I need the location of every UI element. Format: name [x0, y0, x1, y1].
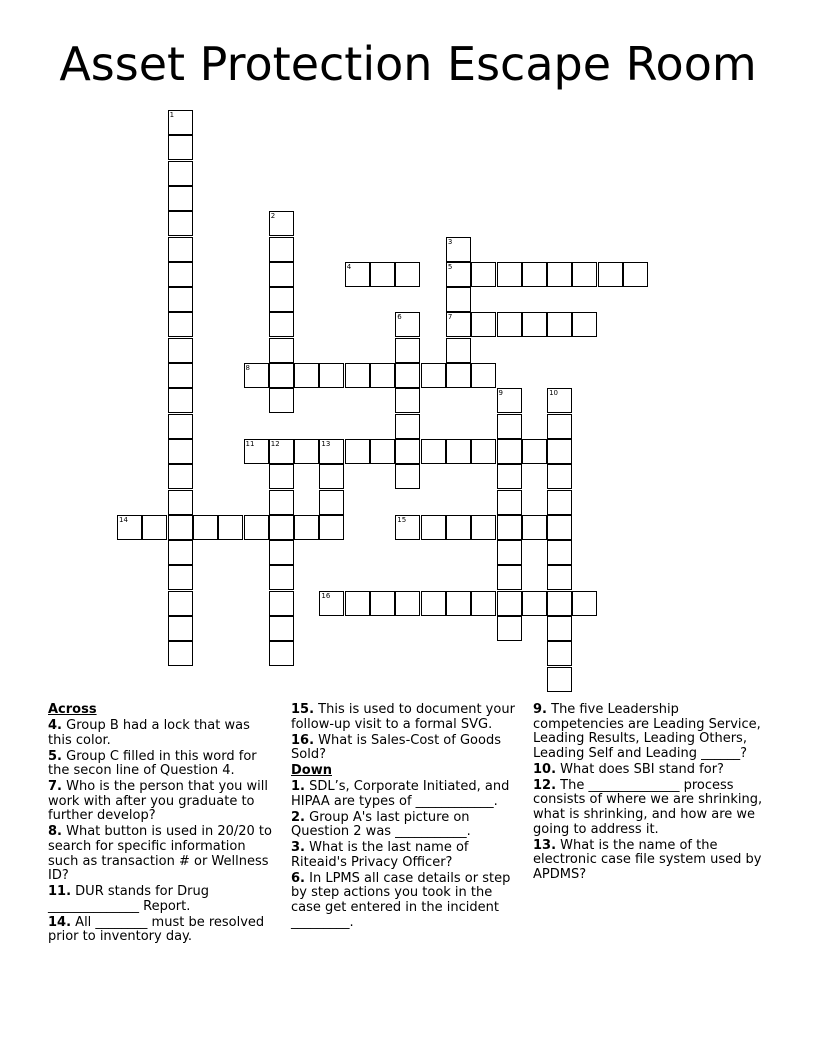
- clue-across-5: 5. Group C filled in this word for the secon line of Question 4.: [48, 748, 257, 779]
- cell-number: 9: [498, 389, 503, 398]
- grid-cell[interactable]: [168, 262, 193, 287]
- cell-number: 14: [119, 515, 128, 524]
- grid-cell[interactable]: [269, 565, 294, 590]
- grid-cell[interactable]: [168, 616, 193, 641]
- grid-cell[interactable]: [446, 287, 471, 312]
- grid-cell[interactable]: [319, 464, 344, 489]
- grid-cell[interactable]: [319, 515, 344, 540]
- cell-number: 15: [397, 515, 407, 524]
- grid-cell[interactable]: [345, 262, 370, 287]
- grid-cell[interactable]: [421, 439, 446, 464]
- cell-number: 11: [245, 439, 255, 448]
- grid-cell[interactable]: [446, 515, 471, 540]
- cell-number: 13: [321, 439, 331, 448]
- grid-cell[interactable]: [471, 439, 496, 464]
- grid-cell[interactable]: [269, 211, 294, 236]
- grid-cell[interactable]: [395, 388, 420, 413]
- grid-cell[interactable]: [370, 262, 395, 287]
- grid-cell[interactable]: [446, 591, 471, 616]
- grid-cell[interactable]: [522, 312, 547, 337]
- grid-cell[interactable]: [547, 667, 572, 692]
- grid-cell[interactable]: [547, 641, 572, 666]
- grid-cell[interactable]: [370, 439, 395, 464]
- grid-cell[interactable]: [497, 312, 522, 337]
- grid-cell[interactable]: [497, 439, 522, 464]
- grid-cell[interactable]: [547, 464, 572, 489]
- grid-cell[interactable]: [168, 110, 193, 135]
- clues-column-1: [48, 703, 276, 946]
- grid-cell[interactable]: [168, 312, 193, 337]
- cell-number: 16: [321, 591, 331, 600]
- grid-cell[interactable]: [572, 312, 597, 337]
- grid-cell[interactable]: [168, 161, 193, 186]
- grid-cell[interactable]: [497, 591, 522, 616]
- grid-cell[interactable]: [522, 591, 547, 616]
- clue-down-9: 9. The five Leadership competencies are Leading Service, Leading Results, Leading Others, Leading Self and Leading ______?: [533, 702, 761, 761]
- grid-cell[interactable]: [168, 540, 193, 565]
- cell-number: 6: [397, 313, 402, 322]
- grid-cell[interactable]: [547, 616, 572, 641]
- puzzle-title: Asset Protection Escape Room: [59, 37, 757, 91]
- grid-cell[interactable]: [117, 515, 142, 540]
- grid-cell[interactable]: [421, 363, 446, 388]
- grid-cell[interactable]: [168, 439, 193, 464]
- grid-cell[interactable]: [168, 363, 193, 388]
- grid-cell[interactable]: [446, 363, 471, 388]
- grid-cell[interactable]: [471, 312, 496, 337]
- grid-cell[interactable]: [547, 565, 572, 590]
- cell-number: 1: [169, 111, 175, 119]
- grid-cell[interactable]: [218, 515, 243, 540]
- grid-cell[interactable]: [269, 641, 294, 666]
- grid-cell[interactable]: [421, 515, 446, 540]
- clue-down-2: 2. Group A's last picture on Question 2 was ___________.: [291, 809, 471, 840]
- grid-cell[interactable]: [547, 540, 572, 565]
- grid-cell[interactable]: [244, 439, 269, 464]
- cell-number: 10: [549, 389, 559, 398]
- grid-cell[interactable]: [294, 439, 319, 464]
- cell-number: 12: [270, 439, 280, 448]
- grid-cell[interactable]: [497, 414, 522, 439]
- clue-across-4: 4. Group B had a lock that was this color.: [48, 717, 250, 748]
- grid-cell[interactable]: [269, 287, 294, 312]
- grid-cell[interactable]: [395, 414, 420, 439]
- cell-number: 5: [447, 262, 453, 271]
- grid-cell[interactable]: [547, 388, 572, 413]
- clue-across-11: 11. DUR stands for Drug ______________ Report.: [48, 884, 209, 914]
- grid-cell[interactable]: [168, 211, 193, 236]
- grid-cell[interactable]: [446, 237, 471, 262]
- grid-cell[interactable]: [345, 363, 370, 388]
- grid-cell[interactable]: [522, 262, 547, 287]
- grid-cell[interactable]: [142, 515, 167, 540]
- grid-cell[interactable]: [269, 464, 294, 489]
- grid-cell[interactable]: [471, 515, 496, 540]
- grid-cell[interactable]: [168, 414, 193, 439]
- clue-down-3: 3. What is the last name of Riteaid's Privacy Officer?: [291, 840, 469, 870]
- grid-cell[interactable]: [497, 464, 522, 489]
- grid-cell[interactable]: [421, 591, 446, 616]
- grid-cell[interactable]: [269, 388, 294, 413]
- grid-cell[interactable]: [345, 591, 370, 616]
- grid-cell[interactable]: [345, 439, 370, 464]
- grid-cell[interactable]: [168, 565, 193, 590]
- grid-cell[interactable]: [395, 591, 420, 616]
- grid-cell[interactable]: [497, 616, 522, 641]
- cell-number: 4: [346, 262, 352, 271]
- grid-cell[interactable]: [168, 515, 193, 540]
- grid-cell[interactable]: [497, 565, 522, 590]
- clue-across-14: 14. All ________ must be resolved prior to inventory day.: [48, 914, 265, 945]
- grid-cell[interactable]: [497, 540, 522, 565]
- grid-cell[interactable]: [497, 388, 522, 413]
- grid-cell[interactable]: [598, 262, 623, 287]
- grid-cell[interactable]: [269, 540, 294, 565]
- clue-across-7: 7. Who is the person that you will work with after you graduate to further develop?: [48, 779, 268, 824]
- grid-cell[interactable]: [269, 312, 294, 337]
- grid-cell[interactable]: [319, 439, 344, 464]
- clue-down-1: 1. SDL’s, Corporate Initiated, and HIPAA are types of ____________.: [291, 779, 510, 809]
- grid-cell[interactable]: [471, 363, 496, 388]
- grid-cell[interactable]: [547, 312, 572, 337]
- grid-cell[interactable]: [471, 262, 496, 287]
- grid-cell[interactable]: [395, 312, 420, 337]
- clue-down-6: 6. In LPMS all case details or step by step actions you took in the case get entered in the incident _________.: [291, 870, 511, 930]
- grid-cell[interactable]: [446, 312, 471, 337]
- grid-cell[interactable]: [395, 363, 420, 388]
- grid-cell[interactable]: [623, 262, 648, 287]
- cell-number: 3: [447, 237, 453, 246]
- grid-cell[interactable]: [319, 490, 344, 515]
- clues-column-3: [533, 703, 769, 884]
- grid-cell[interactable]: [193, 515, 218, 540]
- grid-cell[interactable]: [572, 591, 597, 616]
- grid-cell[interactable]: [370, 363, 395, 388]
- grid-cell[interactable]: [547, 414, 572, 439]
- grid-cell[interactable]: [522, 439, 547, 464]
- grid-cell[interactable]: [244, 363, 269, 388]
- grid-cell[interactable]: [497, 490, 522, 515]
- grid-cell[interactable]: [446, 262, 471, 287]
- grid-cell[interactable]: [168, 591, 193, 616]
- grid-cell[interactable]: [497, 515, 522, 540]
- grid-cell[interactable]: [294, 363, 319, 388]
- cell-number: 8: [245, 364, 250, 372]
- grid-cell[interactable]: [168, 490, 193, 515]
- grid-cell[interactable]: [269, 591, 294, 616]
- grid-cell[interactable]: [269, 338, 294, 363]
- grid-cell[interactable]: [547, 439, 572, 464]
- grid-cell[interactable]: [269, 490, 294, 515]
- grid-cell[interactable]: [168, 388, 193, 413]
- clue-across-8: 8. What button is used in 20/20 to search for specific information such as transaction # or Wellness ID?: [48, 824, 272, 884]
- grid-cell[interactable]: [269, 363, 294, 388]
- grid-cell[interactable]: [168, 237, 193, 262]
- grid-cell[interactable]: [168, 338, 193, 363]
- grid-cell[interactable]: [497, 262, 522, 287]
- clue-down-12: 12. The ______________ process consists of where we are shrinking, what is shrinking, and how are we going to address it.: [533, 777, 763, 837]
- grid-cell[interactable]: [269, 515, 294, 540]
- across-heading: Across: [48, 702, 97, 717]
- grid-cell[interactable]: [319, 363, 344, 388]
- grid-cell[interactable]: [168, 186, 193, 211]
- clue-across-15: 15. This is used to document your follow-up visit to a formal SVG.: [291, 702, 515, 732]
- grid-cell[interactable]: [294, 515, 319, 540]
- grid-cell[interactable]: [446, 439, 471, 464]
- clue-down-13: 13. What is the name of the electronic case file system used by APDMS?: [533, 837, 762, 882]
- grid-cell[interactable]: [269, 616, 294, 641]
- grid-cell[interactable]: [547, 591, 572, 616]
- clue-down-10: 10. What does SBI stand for?: [533, 761, 724, 777]
- grid-cell[interactable]: [572, 262, 597, 287]
- grid-cell[interactable]: [395, 439, 420, 464]
- grid-cell[interactable]: [395, 464, 420, 489]
- grid-cell[interactable]: [471, 591, 496, 616]
- grid-cell[interactable]: [168, 464, 193, 489]
- grid-cell[interactable]: [269, 237, 294, 262]
- grid-cell[interactable]: [547, 515, 572, 540]
- grid-cell[interactable]: [395, 262, 420, 287]
- grid-cell[interactable]: [446, 338, 471, 363]
- grid-cell[interactable]: [370, 591, 395, 616]
- cell-number: 7: [447, 313, 453, 322]
- grid-cell[interactable]: [547, 262, 572, 287]
- down-heading: Down: [291, 763, 332, 779]
- grid-cell[interactable]: [244, 515, 269, 540]
- grid-cell[interactable]: [395, 515, 420, 540]
- grid-cell[interactable]: [269, 439, 294, 464]
- grid-cell[interactable]: [522, 515, 547, 540]
- grid-cell[interactable]: [168, 287, 193, 312]
- grid-cell[interactable]: [269, 262, 294, 287]
- cell-number: 2: [270, 212, 276, 221]
- clue-across-16: 16. What is Sales-Cost of Goods Sold?: [291, 732, 501, 763]
- grid-cell[interactable]: [168, 641, 193, 666]
- grid-cell[interactable]: [547, 490, 572, 515]
- grid-cell[interactable]: [395, 338, 420, 363]
- grid-cell[interactable]: [319, 591, 344, 616]
- grid-cell[interactable]: [168, 135, 193, 160]
- clues-column-2: [291, 703, 519, 932]
